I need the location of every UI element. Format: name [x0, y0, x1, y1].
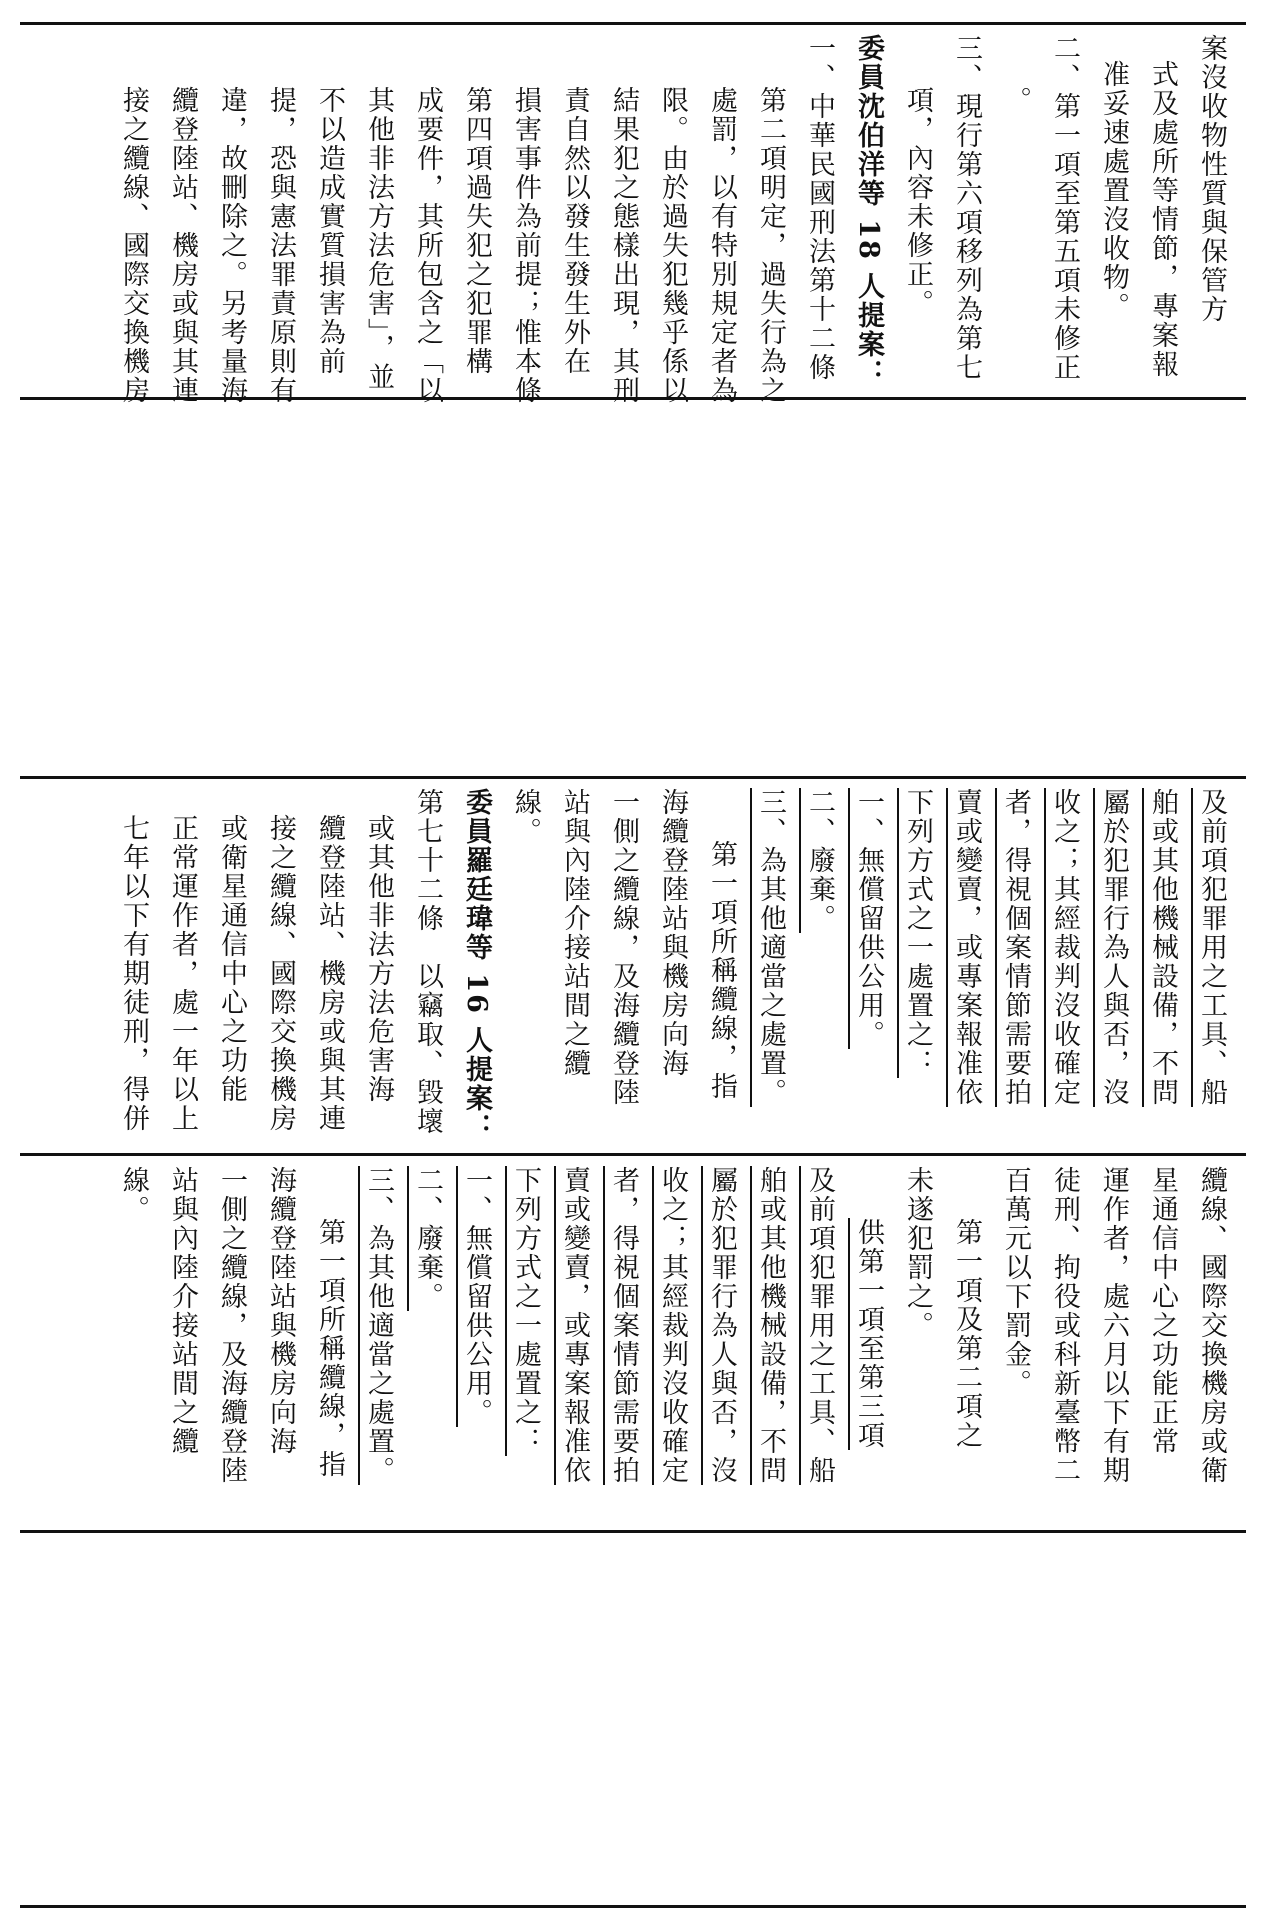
text-line: 第二項明定，過失行為之	[755, 86, 786, 405]
column-c	[20, 780, 1246, 1152]
text-line: 七年以下有期徒刑，得併	[118, 814, 149, 1133]
text-line: 賣或變賣，或專案報准依	[951, 788, 982, 1107]
text-line: 線。	[510, 788, 541, 846]
text-line: 違，故刪除之。另考量海	[216, 86, 247, 405]
text-line: 線。	[118, 1166, 149, 1224]
text-line: 損害事件為前提；惟本條	[510, 86, 541, 405]
text-line: 舶或其他機械設備，不問	[755, 1166, 786, 1485]
text-line: 一、無償留供公用。	[853, 788, 884, 1049]
text-line: 一側之纜線，及海纜登陸	[216, 1166, 247, 1485]
text-line: 百萬元以下罰金。	[1000, 1166, 1031, 1398]
text-line: 一側之纜線，及海纜登陸	[608, 788, 639, 1107]
text-line: 成要件，其所包含之「以	[412, 86, 443, 405]
text-line: 不以造成實質損害為前	[314, 86, 345, 376]
proposer-heading: 委員羅廷瑋等 16 人提案：	[461, 788, 492, 1143]
text-line: 三、現行第六項移列為第七	[951, 34, 982, 382]
text-line: 式及處所等情節，專案報	[1147, 60, 1178, 379]
text-line: 徒刑、拘役或科新臺幣二	[1049, 1166, 1080, 1485]
text-line: 屬於犯罪行為人與否，沒	[706, 1166, 737, 1485]
text-line: 一、無償留供公用。	[461, 1166, 492, 1427]
text-line: 海纜登陸站與機房向海	[657, 788, 688, 1078]
text-line: 提，恐與憲法罪責原則有	[265, 86, 296, 405]
text-line: 二、第一項至第五項未修正	[1049, 34, 1080, 382]
column-c-text	[30, 788, 1236, 1144]
column-d	[20, 1158, 1246, 1528]
text-line: 者，得視個案情節需要拍	[1000, 788, 1031, 1107]
text-line: 第一項及第二項之	[951, 1218, 982, 1450]
column-d-text	[30, 1166, 1236, 1520]
text-line: 三、為其他適當之處置。	[363, 1166, 394, 1485]
text-line: 責自然以發生發生外在	[559, 86, 590, 376]
divider-rule-4	[20, 1530, 1246, 1533]
text-line: 或衛星通信中心之功能	[216, 814, 247, 1104]
text-line: 處罰，以有特別規定者為	[706, 86, 737, 405]
column-a-text	[30, 34, 1236, 405]
text-line: 纜線、國際交換機房或衛	[1196, 1166, 1227, 1485]
text-line: 纜登陸站、機房或與其連	[167, 86, 198, 405]
divider-rule-2	[20, 776, 1246, 779]
text-line: 站與內陸介接站間之纜	[167, 1166, 198, 1456]
text-line: 正常運作者，處一年以上	[167, 814, 198, 1133]
text-line: 一、中華民國刑法第十二條	[804, 34, 835, 382]
top-rule	[20, 22, 1246, 25]
text-line: 纜登陸站、機房或與其連	[314, 814, 345, 1133]
text-line: 下列方式之一處置之：	[902, 788, 933, 1078]
text-line: 未遂犯罰之。	[902, 1166, 933, 1340]
text-line: 三、為其他適當之處置。	[755, 788, 786, 1107]
text-line: 結果犯之態樣出現，其刑	[608, 86, 639, 405]
text-line: 收之；其經裁判沒收確定	[657, 1166, 688, 1485]
proposer-heading: 委員沈伯洋等 18 人提案：	[853, 34, 884, 389]
text-line: 站與內陸介接站間之纜	[559, 788, 590, 1078]
text-line: 收之；其經裁判沒收確定	[1049, 788, 1080, 1107]
text-line: 海纜登陸站與機房向海	[265, 1166, 296, 1456]
text-line: 運作者，處六月以下有期	[1098, 1166, 1129, 1485]
divider-rule-3	[20, 1153, 1246, 1156]
text-line: 者，得視個案情節需要拍	[608, 1166, 639, 1485]
text-line: 項，內容未修正。	[902, 86, 933, 318]
text-line: 屬於犯罪行為人與否，沒	[1098, 788, 1129, 1107]
text-line: 准妥速處置沒收物。	[1098, 60, 1129, 321]
text-line: 或其他非法方法危害海	[363, 814, 394, 1104]
text-line: 第七十二條 以竊取、毀壞	[412, 788, 443, 1136]
text-line: 下列方式之一處置之：	[510, 1166, 541, 1456]
text-line: 案沒收物性質與保管方	[1196, 34, 1227, 324]
text-line: 其他非法方法危害」，並	[363, 86, 394, 392]
text-line: 第四項過失犯之犯罪構	[461, 86, 492, 376]
text-line: 供第一項至第三項	[853, 1218, 884, 1450]
text-line: 二、廢棄。	[412, 1166, 443, 1311]
text-line: 及前項犯罪用之工具、船	[1196, 788, 1227, 1107]
text-line: 舶或其他機械設備，不問	[1147, 788, 1178, 1107]
text-line: 接之纜線、國際交換機房	[265, 814, 296, 1133]
column-b-empty	[20, 402, 1246, 774]
text-line: 限。由於過失犯幾乎係以	[657, 86, 688, 405]
text-line: 及前項犯罪用之工具、船	[804, 1166, 835, 1485]
text-line: 第一項所稱纜線，指	[314, 1218, 345, 1479]
text-line: 星通信中心之功能正常	[1147, 1166, 1178, 1456]
text-line: 。	[1000, 86, 1031, 115]
bottom-rule	[20, 1905, 1246, 1908]
text-line: 二、廢棄。	[804, 788, 835, 933]
text-line: 第一項所稱纜線，指	[706, 840, 737, 1101]
text-line: 賣或變賣，或專案報准依	[559, 1166, 590, 1485]
column-a	[20, 26, 1246, 405]
text-line: 接之纜線、國際交換機房	[118, 86, 149, 405]
